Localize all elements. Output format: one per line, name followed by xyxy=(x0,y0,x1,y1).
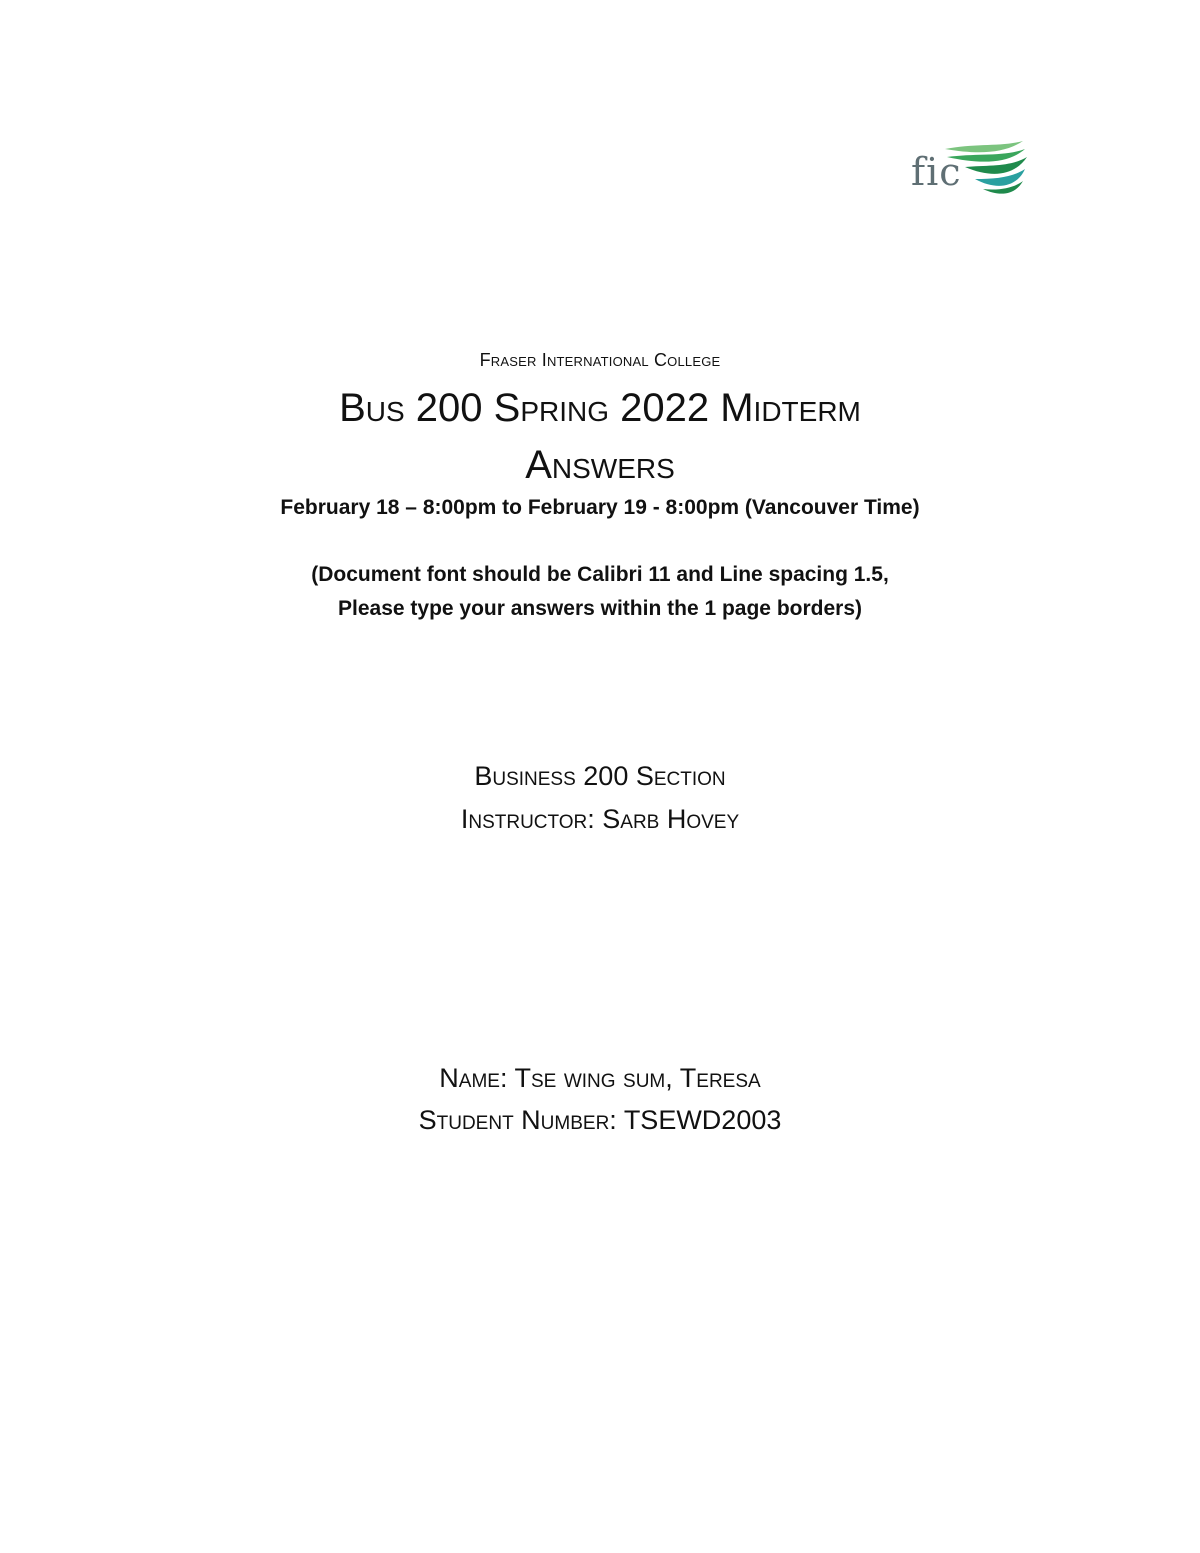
document-title-line1: Bus 200 Spring 2022 Midterm xyxy=(339,386,861,430)
document-title-line2: Answers xyxy=(525,443,675,487)
student-number: Student Number: TSEWD2003 xyxy=(418,1105,782,1135)
logo-text: fic xyxy=(911,150,962,194)
course-section: Business 200 Section xyxy=(474,761,726,791)
format-note-line2: Please type your answers within the 1 page borders) xyxy=(338,597,862,620)
college-name: Fraser International College xyxy=(479,350,721,370)
format-note-line1: (Document font should be Calibri 11 and Line spacing 1.5, xyxy=(311,563,889,586)
fic-logo xyxy=(905,135,1030,205)
exam-dates: February 18 – 8:00pm to February 19 - 8:00pm (Vancouver Time) xyxy=(280,496,920,519)
student-name: Name: Tse wing sum, Teresa xyxy=(439,1063,761,1093)
instructor-name: Instructor: Sarb Hovey xyxy=(460,804,740,834)
